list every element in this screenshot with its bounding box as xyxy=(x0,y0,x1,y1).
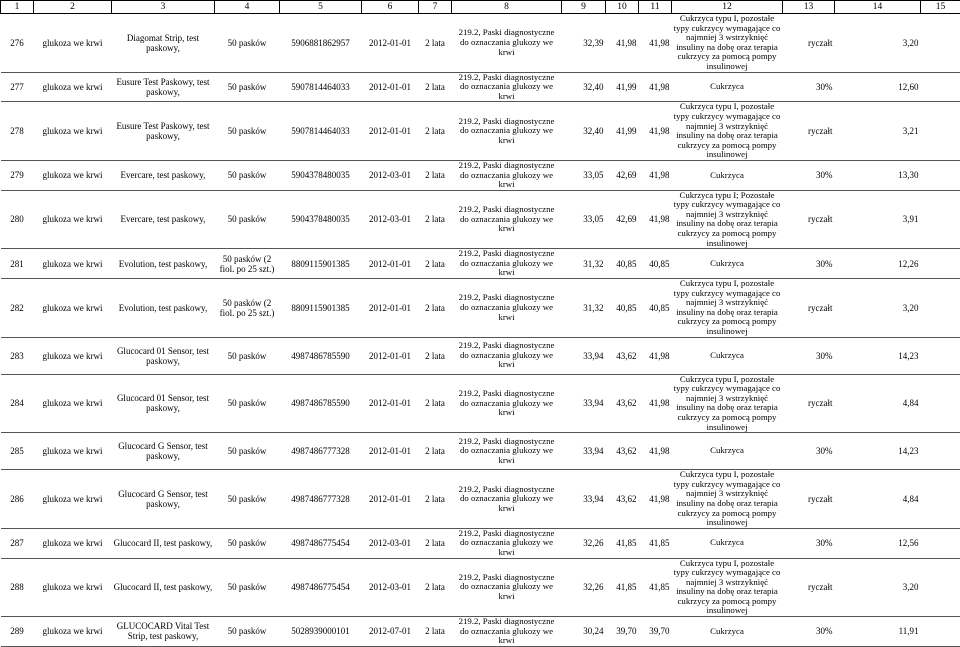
limit-group: 219.2, Paski diagnostyczne do oznaczania glukozy we krwi xyxy=(452,102,562,161)
retail-price: 39,70 xyxy=(606,617,639,647)
product-name: Glucocard II, test paskowy, xyxy=(112,558,215,617)
limit-group: 219.2, Paski diagnostyczne do oznaczania glukozy we krwi xyxy=(452,470,562,529)
column-number-header xyxy=(1,1,960,14)
official-price: 32,26 xyxy=(562,558,606,617)
substance: glukoza we krwi xyxy=(34,14,112,73)
spacer xyxy=(921,470,960,529)
retail-price: 40,85 xyxy=(606,279,639,338)
official-price: 32,40 xyxy=(562,102,606,161)
validity-period: 2 lata xyxy=(419,72,452,102)
spacer xyxy=(921,190,960,249)
product-name: Glucocard G Sensor, test paskowy, xyxy=(112,433,215,470)
row-number: 278 xyxy=(1,102,34,161)
retail-price: 41,99 xyxy=(606,72,639,102)
payment-level: ryczałt xyxy=(783,102,835,161)
indication: Cukrzyca xyxy=(672,617,783,647)
spacer xyxy=(921,558,960,617)
column-header: 9 xyxy=(562,1,606,14)
limit-group: 219.2, Paski diagnostyczne do oznaczania glukozy we krwi xyxy=(452,190,562,249)
indication: Cukrzyca typu I, pozostałe typy cukrzycy wymagające co najmniej 3 wstrzyknięć insuliny na dobę oraz terapia cukrzycy za pomocą pompy insulinowej xyxy=(672,279,783,338)
ean-code: 4987486785590 xyxy=(280,374,362,433)
product-name: Eusure Test Paskowy, test paskowy, xyxy=(112,102,215,161)
official-price: 33,94 xyxy=(562,337,606,374)
official-price: 32,39 xyxy=(562,14,606,73)
official-price: 31,32 xyxy=(562,279,606,338)
product-name: Eusure Test Paskowy, test paskowy, xyxy=(112,72,215,102)
spacer xyxy=(921,72,960,102)
patient-surcharge: 12,56 xyxy=(835,528,921,558)
limit-group: 219.2, Paski diagnostyczne do oznaczania glukozy we krwi xyxy=(452,14,562,73)
substance: glukoza we krwi xyxy=(34,190,112,249)
product-name: GLUCOCARD Vital Test Strip, test paskowy, xyxy=(112,617,215,647)
spacer xyxy=(921,249,960,279)
validity-period: 2 lata xyxy=(419,528,452,558)
patient-surcharge: 3,20 xyxy=(835,14,921,73)
limit-value: 39,70 xyxy=(639,617,672,647)
official-price: 33,94 xyxy=(562,374,606,433)
validity-period: 2 lata xyxy=(419,102,452,161)
row-number: 279 xyxy=(1,160,34,190)
table-row xyxy=(1,190,960,249)
table-row xyxy=(1,249,960,279)
official-price: 30,24 xyxy=(562,617,606,647)
column-header: 8 xyxy=(452,1,562,14)
product-name: Evolution, test paskowy, xyxy=(112,249,215,279)
package: 50 pasków xyxy=(215,558,280,617)
decision-date: 2012-01-01 xyxy=(362,102,419,161)
substance: glukoza we krwi xyxy=(34,72,112,102)
retail-price: 42,69 xyxy=(606,190,639,249)
package: 50 pasków xyxy=(215,72,280,102)
product-name: Evolution, test paskowy, xyxy=(112,279,215,338)
payment-level: 30% xyxy=(783,160,835,190)
validity-period: 2 lata xyxy=(419,337,452,374)
product-name: Glucocard G Sensor, test paskowy, xyxy=(112,470,215,529)
spacer xyxy=(921,102,960,161)
row-number: 287 xyxy=(1,528,34,558)
limit-value: 41,98 xyxy=(639,14,672,73)
limit-value: 41,98 xyxy=(639,337,672,374)
package: 50 pasków xyxy=(215,617,280,647)
retail-price: 43,62 xyxy=(606,374,639,433)
limit-value: 41,98 xyxy=(639,374,672,433)
substance: glukoza we krwi xyxy=(34,102,112,161)
payment-level: ryczałt xyxy=(783,374,835,433)
indication: Cukrzyca xyxy=(672,528,783,558)
row-number: 283 xyxy=(1,337,34,374)
validity-period: 2 lata xyxy=(419,470,452,529)
decision-date: 2012-07-01 xyxy=(362,617,419,647)
limit-value: 41,98 xyxy=(639,470,672,529)
ean-code: 8809115901385 xyxy=(280,249,362,279)
decision-date: 2012-01-01 xyxy=(362,337,419,374)
ean-code: 5904378480035 xyxy=(280,190,362,249)
limit-group: 219.2, Paski diagnostyczne do oznaczania glukozy we krwi xyxy=(452,249,562,279)
limit-group: 219.2, Paski diagnostyczne do oznaczania glukozy we krwi xyxy=(452,279,562,338)
limit-group: 219.2, Paski diagnostyczne do oznaczania glukozy we krwi xyxy=(452,558,562,617)
patient-surcharge: 3,20 xyxy=(835,279,921,338)
indication: Cukrzyca typu I, pozostałe typy cukrzycy wymagające co najmniej 3 wstrzyknięć insuliny na dobę oraz terapia cukrzycy za pomocą pompy insulinowej xyxy=(672,102,783,161)
substance: glukoza we krwi xyxy=(34,470,112,529)
payment-level: 30% xyxy=(783,617,835,647)
ean-code: 5906881862957 xyxy=(280,14,362,73)
product-name: Glucocard 01 Sensor, test paskowy, xyxy=(112,374,215,433)
official-price: 32,40 xyxy=(562,72,606,102)
row-number: 284 xyxy=(1,374,34,433)
package: 50 pasków xyxy=(215,160,280,190)
indication: Cukrzyca typu I, pozostałe typy cukrzycy wymagające co najmniej 3 wstrzyknięć insuliny na dobę oraz terapia cukrzycy za pomocą pompy insulinowej xyxy=(672,558,783,617)
table-row xyxy=(1,102,960,161)
limit-value: 41,98 xyxy=(639,160,672,190)
substance: glukoza we krwi xyxy=(34,279,112,338)
substance: glukoza we krwi xyxy=(34,433,112,470)
patient-surcharge: 12,60 xyxy=(835,72,921,102)
ean-code: 5907814464033 xyxy=(280,102,362,161)
product-name: Glucocard 01 Sensor, test paskowy, xyxy=(112,337,215,374)
package: 50 pasków xyxy=(215,102,280,161)
patient-surcharge: 14,23 xyxy=(835,337,921,374)
limit-value: 40,85 xyxy=(639,279,672,338)
indication: Cukrzyca xyxy=(672,160,783,190)
row-number: 282 xyxy=(1,279,34,338)
ean-code: 5028939000101 xyxy=(280,617,362,647)
ean-code: 5904378480035 xyxy=(280,160,362,190)
validity-period: 2 lata xyxy=(419,279,452,338)
payment-level: ryczałt xyxy=(783,470,835,529)
retail-price: 41,99 xyxy=(606,102,639,161)
patient-surcharge: 3,20 xyxy=(835,558,921,617)
table-row xyxy=(1,160,960,190)
column-header: 15 xyxy=(921,1,960,14)
package: 50 pasków xyxy=(215,374,280,433)
official-price: 33,94 xyxy=(562,470,606,529)
row-number: 286 xyxy=(1,470,34,529)
decision-date: 2012-03-01 xyxy=(362,558,419,617)
package: 50 pasków xyxy=(215,433,280,470)
table-row xyxy=(1,433,960,470)
package: 50 pasków xyxy=(215,528,280,558)
product-name: Evercare, test paskowy, xyxy=(112,160,215,190)
ean-code: 8809115901385 xyxy=(280,279,362,338)
retail-price: 43,62 xyxy=(606,470,639,529)
decision-date: 2012-01-01 xyxy=(362,374,419,433)
limit-value: 41,85 xyxy=(639,528,672,558)
retail-price: 41,85 xyxy=(606,528,639,558)
payment-level: ryczałt xyxy=(783,279,835,338)
retail-price: 43,62 xyxy=(606,337,639,374)
official-price: 32,26 xyxy=(562,528,606,558)
column-header: 6 xyxy=(362,1,419,14)
spacer xyxy=(921,160,960,190)
ean-code: 4987486775454 xyxy=(280,558,362,617)
column-header: 13 xyxy=(783,1,835,14)
validity-period: 2 lata xyxy=(419,14,452,73)
decision-date: 2012-03-01 xyxy=(362,190,419,249)
ean-code: 4987486775454 xyxy=(280,528,362,558)
ean-code: 4987486777328 xyxy=(280,470,362,529)
indication: Cukrzyca typu I, pozostałe typy cukrzycy wymagające co najmniej 3 wstrzyknięć insuliny na dobę oraz terapia cukrzycy za pomocą pompy insulinowej xyxy=(672,470,783,529)
indication: Cukrzyca typu I, pozostałe typy cukrzycy wymagające co najmniej 3 wstrzyknięć insuliny na dobę oraz terapia cukrzycy za pomocą pompy insulinowej xyxy=(672,14,783,73)
limit-value: 41,98 xyxy=(639,102,672,161)
package: 50 pasków (2 fiol. po 25 szt.) xyxy=(215,279,280,338)
payment-level: 30% xyxy=(783,72,835,102)
row-number: 289 xyxy=(1,617,34,647)
retail-price: 41,98 xyxy=(606,14,639,73)
indication: Cukrzyca xyxy=(672,337,783,374)
decision-date: 2012-01-01 xyxy=(362,470,419,529)
limit-group: 219.2, Paski diagnostyczne do oznaczania glukozy we krwi xyxy=(452,617,562,647)
table-row xyxy=(1,470,960,529)
substance: glukoza we krwi xyxy=(34,337,112,374)
spacer xyxy=(921,433,960,470)
validity-period: 2 lata xyxy=(419,433,452,470)
column-header: 14 xyxy=(835,1,921,14)
package: 50 pasków xyxy=(215,337,280,374)
official-price: 31,32 xyxy=(562,249,606,279)
limit-value: 41,98 xyxy=(639,72,672,102)
row-number: 276 xyxy=(1,14,34,73)
column-header: 10 xyxy=(606,1,639,14)
limit-group: 219.2, Paski diagnostyczne do oznaczania glukozy we krwi xyxy=(452,374,562,433)
indication: Cukrzyca typu I, pozostałe typy cukrzycy wymagające co najmniej 3 wstrzyknięć insuliny na dobę oraz terapia cukrzycy za pomocą pompy insulinowej xyxy=(672,374,783,433)
package: 50 pasków xyxy=(215,190,280,249)
limit-value: 41,98 xyxy=(639,190,672,249)
retail-price: 42,69 xyxy=(606,160,639,190)
table-row xyxy=(1,337,960,374)
row-number: 288 xyxy=(1,558,34,617)
spacer xyxy=(921,14,960,73)
validity-period: 2 lata xyxy=(419,374,452,433)
limit-group: 219.2, Paski diagnostyczne do oznaczania glukozy we krwi xyxy=(452,433,562,470)
payment-level: 30% xyxy=(783,249,835,279)
table-row xyxy=(1,617,960,647)
patient-surcharge: 4,84 xyxy=(835,374,921,433)
table-row xyxy=(1,528,960,558)
column-header: 12 xyxy=(672,1,783,14)
row-number: 280 xyxy=(1,190,34,249)
limit-group: 219.2, Paski diagnostyczne do oznaczania glukozy we krwi xyxy=(452,528,562,558)
product-name: Glucocard II, test paskowy, xyxy=(112,528,215,558)
spacer xyxy=(921,528,960,558)
official-price: 33,94 xyxy=(562,433,606,470)
spacer xyxy=(921,279,960,338)
decision-date: 2012-01-01 xyxy=(362,249,419,279)
limit-group: 219.2, Paski diagnostyczne do oznaczania glukozy we krwi xyxy=(452,72,562,102)
table-row xyxy=(1,14,960,73)
patient-surcharge: 13,30 xyxy=(835,160,921,190)
decision-date: 2012-01-01 xyxy=(362,14,419,73)
product-name: Evercare, test paskowy, xyxy=(112,190,215,249)
validity-period: 2 lata xyxy=(419,558,452,617)
validity-period: 2 lata xyxy=(419,617,452,647)
official-price: 33,05 xyxy=(562,190,606,249)
retail-price: 43,62 xyxy=(606,433,639,470)
payment-level: 30% xyxy=(783,528,835,558)
patient-surcharge: 3,91 xyxy=(835,190,921,249)
decision-date: 2012-03-01 xyxy=(362,528,419,558)
column-header: 3 xyxy=(112,1,215,14)
table-row xyxy=(1,72,960,102)
ean-code: 4987486777328 xyxy=(280,433,362,470)
payment-level: 30% xyxy=(783,337,835,374)
validity-period: 2 lata xyxy=(419,190,452,249)
ean-code: 5907814464033 xyxy=(280,72,362,102)
column-header: 2 xyxy=(34,1,112,14)
decision-date: 2012-01-01 xyxy=(362,72,419,102)
decision-date: 2012-03-01 xyxy=(362,160,419,190)
substance: glukoza we krwi xyxy=(34,528,112,558)
ean-code: 4987486785590 xyxy=(280,337,362,374)
spacer xyxy=(921,617,960,647)
retail-price: 40,85 xyxy=(606,249,639,279)
package: 50 pasków (2 fiol. po 25 szt.) xyxy=(215,249,280,279)
column-header: 5 xyxy=(280,1,362,14)
payment-level: ryczałt xyxy=(783,190,835,249)
column-header: 11 xyxy=(639,1,672,14)
indication: Cukrzyca xyxy=(672,72,783,102)
substance: glukoza we krwi xyxy=(34,249,112,279)
payment-level: ryczałt xyxy=(783,14,835,73)
substance: glukoza we krwi xyxy=(34,617,112,647)
row-number: 285 xyxy=(1,433,34,470)
product-name: Diagomat Strip, test paskowy, xyxy=(112,14,215,73)
column-header: 1 xyxy=(1,1,34,14)
validity-period: 2 lata xyxy=(419,160,452,190)
indication: Cukrzyca xyxy=(672,249,783,279)
limit-value: 41,98 xyxy=(639,433,672,470)
substance: glukoza we krwi xyxy=(34,374,112,433)
decision-date: 2012-01-01 xyxy=(362,433,419,470)
row-number: 281 xyxy=(1,249,34,279)
limit-value: 40,85 xyxy=(639,249,672,279)
column-header: 4 xyxy=(215,1,280,14)
patient-surcharge: 4,84 xyxy=(835,470,921,529)
table-row xyxy=(1,558,960,617)
limit-group: 219.2, Paski diagnostyczne do oznaczania glukozy we krwi xyxy=(452,337,562,374)
payment-level: 30% xyxy=(783,433,835,470)
official-price: 33,05 xyxy=(562,160,606,190)
indication: Cukrzyca xyxy=(672,433,783,470)
limit-value: 41,85 xyxy=(639,558,672,617)
payment-level: ryczałt xyxy=(783,558,835,617)
validity-period: 2 lata xyxy=(419,249,452,279)
patient-surcharge: 11,91 xyxy=(835,617,921,647)
indication: Cukrzyca typu I; Pozostałe typy cukrzycy wymagające co najmniej 3 wstrzyknięć insuliny na dobę oraz terapia cukrzycy za pomocą pompy insulinowej xyxy=(672,190,783,249)
row-number: 277 xyxy=(1,72,34,102)
package: 50 pasków xyxy=(215,470,280,529)
spacer xyxy=(921,374,960,433)
patient-surcharge: 12,26 xyxy=(835,249,921,279)
retail-price: 41,85 xyxy=(606,558,639,617)
substance: glukoza we krwi xyxy=(34,558,112,617)
patient-surcharge: 3,21 xyxy=(835,102,921,161)
substance: glukoza we krwi xyxy=(34,160,112,190)
column-header: 7 xyxy=(419,1,452,14)
spacer xyxy=(921,337,960,374)
limit-group: 219.2, Paski diagnostyczne do oznaczania glukozy we krwi xyxy=(452,160,562,190)
table-row xyxy=(1,279,960,338)
table-row xyxy=(1,374,960,433)
patient-surcharge: 14,23 xyxy=(835,433,921,470)
package: 50 pasków xyxy=(215,14,280,73)
decision-date: 2012-01-01 xyxy=(362,279,419,338)
